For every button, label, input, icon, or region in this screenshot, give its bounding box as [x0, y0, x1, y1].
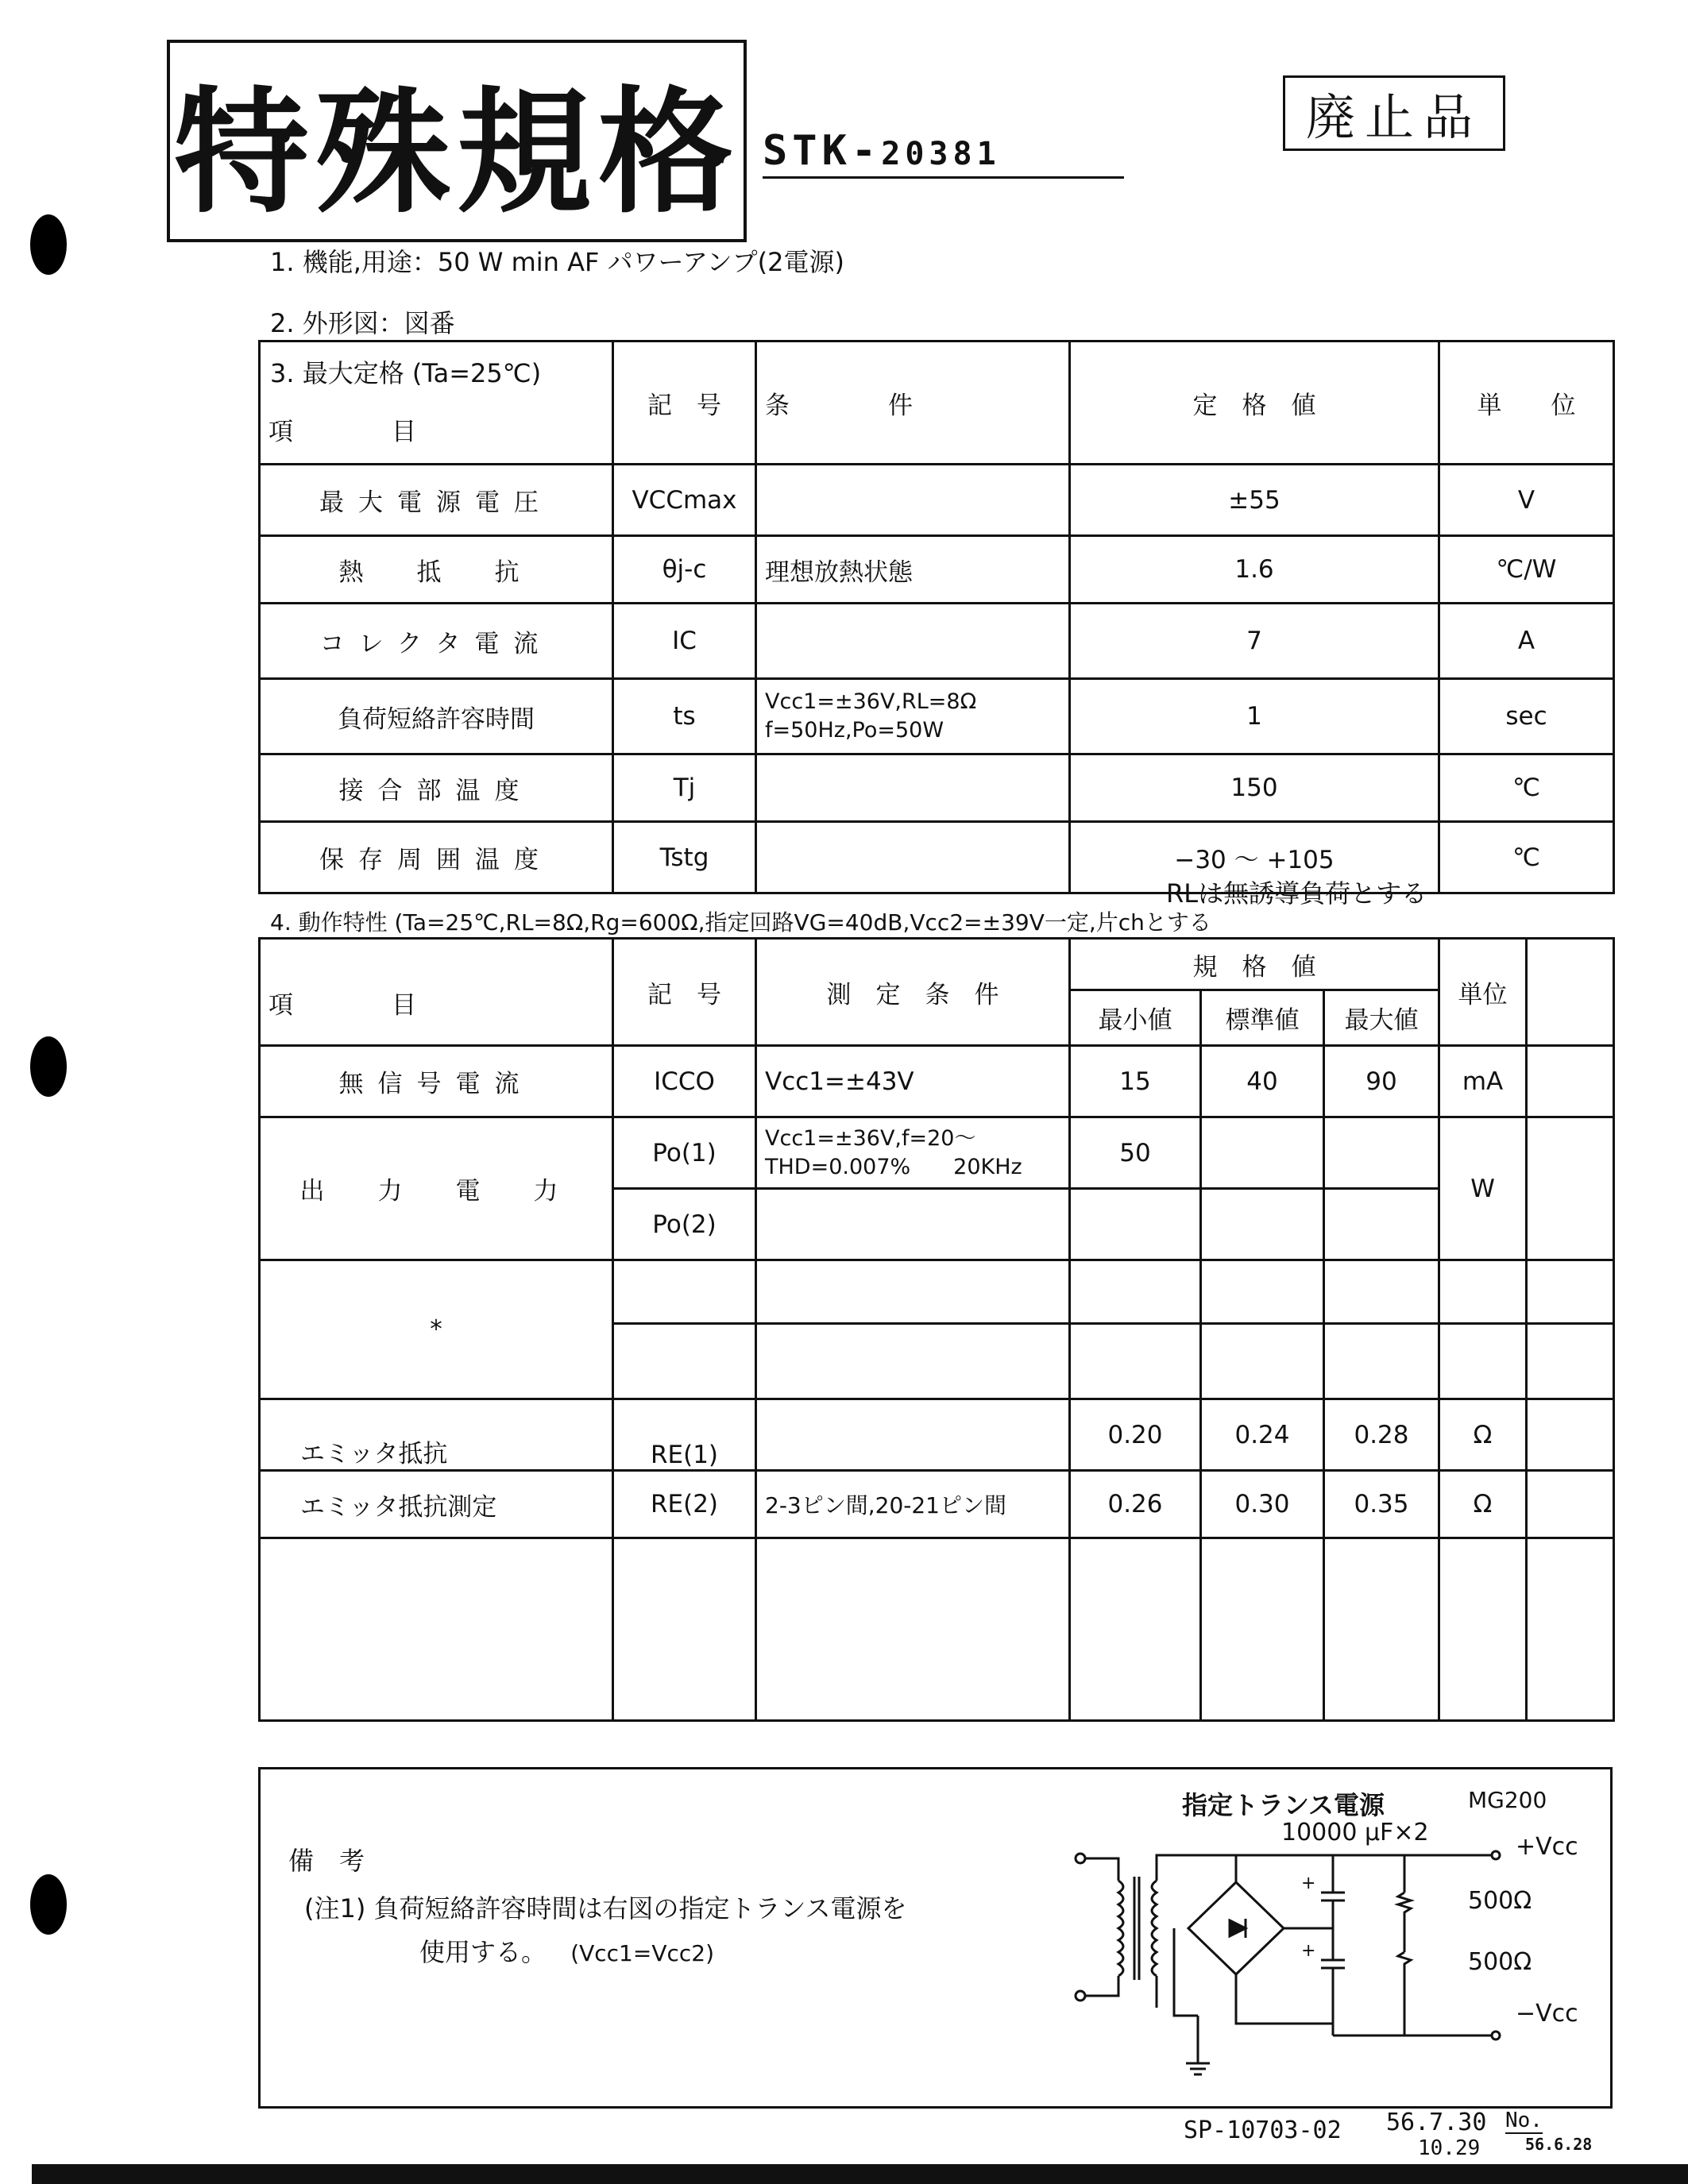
row-min — [1070, 1189, 1201, 1260]
remarks-label: 備 考 — [288, 1846, 365, 1876]
row-star: * — [260, 1260, 613, 1399]
blank-cell — [1527, 1324, 1614, 1399]
row-symbol: ts — [613, 679, 756, 754]
row-symbol: θj-c — [613, 536, 756, 604]
blank-cell — [756, 1324, 1070, 1399]
header-item: 項 目 — [260, 939, 613, 1046]
scan-bottom-edge — [32, 2164, 1688, 2184]
row-blank — [1527, 1471, 1614, 1538]
svg-text:+: + — [1301, 1941, 1316, 1961]
row-blank — [1527, 1117, 1614, 1260]
model-prefix: STK- — [763, 127, 882, 175]
row-symbol: Tstg — [613, 822, 756, 893]
row-condition — [756, 679, 1070, 754]
model-digits: 20381 — [881, 136, 1001, 172]
row-condition — [756, 465, 1070, 536]
header-symbol: 記 号 — [613, 341, 756, 465]
circuit-capacitor: 10000 μF×2 — [1281, 1819, 1429, 1846]
row-blank — [1527, 1399, 1614, 1471]
row-symbol: Tj — [613, 754, 756, 822]
row-item: エミッタ抵抗 — [260, 1399, 613, 1471]
header-symbol: 記 号 — [613, 939, 756, 1046]
row-typ: 0.24 — [1201, 1399, 1324, 1471]
blank-cell — [756, 1538, 1070, 1721]
header-unit: 単 位 — [1439, 341, 1614, 465]
blank-cell — [1439, 1538, 1527, 1721]
row-unit: A — [1439, 604, 1614, 679]
date-issued: 56.7.30 — [1386, 2109, 1487, 2136]
header-unit: 単位 — [1439, 939, 1527, 1046]
row-item: 接合部温度 — [260, 754, 613, 822]
row-max — [1324, 1117, 1439, 1189]
row-condition — [756, 1117, 1070, 1189]
row-value: −30 ～ +105 — [1070, 822, 1439, 893]
item-2-outline: 2. 外形図：図番 — [270, 308, 455, 338]
header-blank — [1527, 939, 1614, 1046]
row-symbol: Po(1) — [613, 1117, 756, 1189]
row-condition — [756, 1189, 1070, 1260]
blank-cell — [756, 1260, 1070, 1324]
operating-characteristics-table — [258, 937, 1615, 1722]
header-spec-value: 規 格 値 — [1070, 939, 1439, 990]
row-symbol: IC — [613, 604, 756, 679]
date-stamp: 56.6.28 — [1525, 2135, 1593, 2154]
row-max: 0.35 — [1324, 1471, 1439, 1538]
row-item: コレクタ電流 — [260, 604, 613, 679]
row-condition — [756, 1399, 1070, 1471]
row-unit: ℃ — [1439, 754, 1614, 822]
circuit-title: 指定トランス電源 — [1182, 1790, 1385, 1820]
remarks-note-line2 — [419, 1932, 714, 1969]
row-blank — [1527, 1046, 1614, 1117]
row-symbol: VCCmax — [613, 465, 756, 536]
punch-hole-top — [30, 214, 67, 275]
row-unit: mA — [1439, 1046, 1527, 1117]
remarks-note-use: 使用する。 — [419, 1937, 547, 1967]
item-1-function: 1. 機能,用途：50 W min AF パワーアンプ(2電源) — [270, 247, 845, 277]
row-condition: 2-3ピン間,20-21ピン間 — [756, 1471, 1070, 1538]
row-symbol: ICCO — [613, 1046, 756, 1117]
blank-cell — [1527, 1260, 1614, 1324]
remarks-note-line1: (注1) 負荷短絡許容時間は右図の指定トランス電源を — [304, 1893, 907, 1924]
row-condition-line2: THD=0.007% 20KHz — [765, 1154, 1022, 1179]
row-item: エミッタ抵抗測定 — [260, 1471, 613, 1538]
header-condition: 条 件 — [756, 341, 1070, 465]
row-condition — [756, 604, 1070, 679]
row-max: 90 — [1324, 1046, 1439, 1117]
blank-cell — [613, 1324, 756, 1399]
transformer-circuit-diagram — [1071, 1833, 1524, 2087]
blank-cell — [613, 1260, 756, 1324]
blank-cell — [1070, 1324, 1201, 1399]
circuit-model: MG200 — [1468, 1787, 1547, 1813]
circuit-minus-vcc: −Vcc — [1516, 2000, 1578, 2028]
row-symbol: Po(2) — [613, 1189, 756, 1260]
circuit-resistor2: 500Ω — [1468, 1948, 1532, 1976]
row-max: 0.28 — [1324, 1399, 1439, 1471]
circuit-resistor1: 500Ω — [1468, 1887, 1532, 1915]
row-condition: 理想放熱状態 — [756, 536, 1070, 604]
blank-cell — [1439, 1324, 1527, 1399]
document-number: SP-10703-02 — [1184, 2116, 1342, 2144]
header-max: 最大値 — [1324, 990, 1439, 1046]
row-condition-line1: Vcc1=±36V,f=20～ — [765, 1125, 976, 1151]
row-item: 無信号電流 — [260, 1046, 613, 1117]
header-item: 項 目 — [260, 341, 613, 465]
circuit-plus-vcc: +Vcc — [1516, 1833, 1578, 1861]
row-unit: sec — [1439, 679, 1614, 754]
row-value: 7 — [1070, 604, 1439, 679]
operating-title: 4. 動作特性 (Ta=25℃,RL=8Ω,Rg=600Ω,指定回路VG=40dB,Vcc2=±39V一定,片chとする — [270, 909, 1211, 936]
row-unit: Ω — [1439, 1471, 1527, 1538]
row-min: 50 — [1070, 1117, 1201, 1189]
row-value: 1.6 — [1070, 536, 1439, 604]
row-min: 15 — [1070, 1046, 1201, 1117]
blank-cell — [1324, 1538, 1439, 1721]
row-item: 負荷短絡許容時間 — [260, 679, 613, 754]
row-value: ±55 — [1070, 465, 1439, 536]
date-revised: 10.29 — [1418, 2136, 1481, 2160]
row-max — [1324, 1189, 1439, 1260]
row-value: 1 — [1070, 679, 1439, 754]
row-condition — [756, 822, 1070, 893]
row-min: 0.26 — [1070, 1471, 1201, 1538]
row-item: 熱 抵 抗 — [260, 536, 613, 604]
row-typ — [1201, 1189, 1324, 1260]
row-unit: W — [1439, 1117, 1527, 1260]
row-condition: Vcc1=±43V — [756, 1046, 1070, 1117]
row-symbol: RE(1) — [613, 1399, 756, 1471]
page-title: 特殊規格 — [173, 73, 740, 232]
blank-cell — [1201, 1260, 1324, 1324]
header-min: 最小値 — [1070, 990, 1201, 1046]
row-typ — [1201, 1117, 1324, 1189]
blank-cell — [1201, 1538, 1324, 1721]
obsolete-stamp: 廃止品 — [1283, 75, 1505, 151]
blank-cell — [1201, 1324, 1324, 1399]
punch-hole-bottom — [30, 1874, 67, 1935]
row-item: 保存周囲温度 — [260, 822, 613, 893]
row-typ: 40 — [1201, 1046, 1324, 1117]
number-mark: No. — [1505, 2109, 1543, 2132]
row-item: 出 力 電 力 — [260, 1117, 613, 1260]
header-typ: 標準値 — [1201, 990, 1324, 1046]
row-typ: 0.30 — [1201, 1471, 1324, 1538]
model-number — [763, 127, 1124, 179]
remarks-note-paren: (Vcc1=Vcc2) — [570, 1940, 715, 1966]
header-rated-value: 定 格 値 — [1070, 341, 1439, 465]
blank-cell — [1527, 1538, 1614, 1721]
blank-cell — [613, 1538, 756, 1721]
row-condition-line2: f=50Hz,Po=50W — [765, 718, 944, 743]
svg-text:+: + — [1301, 1873, 1316, 1893]
load-note: RLは無誘導負荷とする — [1166, 878, 1427, 909]
row-condition — [756, 754, 1070, 822]
blank-cell — [1070, 1538, 1201, 1721]
remarks-box — [258, 1767, 1613, 2109]
row-unit: V — [1439, 465, 1614, 536]
row-condition-line1: Vcc1=±36V,RL=8Ω — [765, 689, 977, 714]
header-condition: 測 定 条 件 — [756, 939, 1070, 1046]
row-item: 最大電源電圧 — [260, 465, 613, 536]
row-unit: Ω — [1439, 1399, 1527, 1471]
row-unit: ℃ — [1439, 822, 1614, 893]
row-symbol: RE(2) — [613, 1471, 756, 1538]
punch-hole-middle — [30, 1036, 67, 1097]
row-unit: ℃/W — [1439, 536, 1614, 604]
blank-cell — [260, 1538, 613, 1721]
row-min: 0.20 — [1070, 1399, 1201, 1471]
max-ratings-table — [258, 340, 1615, 894]
row-value: 150 — [1070, 754, 1439, 822]
item-3-max-ratings-title: 3. 最大定格 (Ta=25℃) — [270, 358, 542, 388]
blank-cell — [1070, 1260, 1201, 1324]
blank-cell — [1324, 1324, 1439, 1399]
title-box — [167, 40, 747, 242]
blank-cell — [1439, 1260, 1527, 1324]
blank-cell — [1324, 1260, 1439, 1324]
